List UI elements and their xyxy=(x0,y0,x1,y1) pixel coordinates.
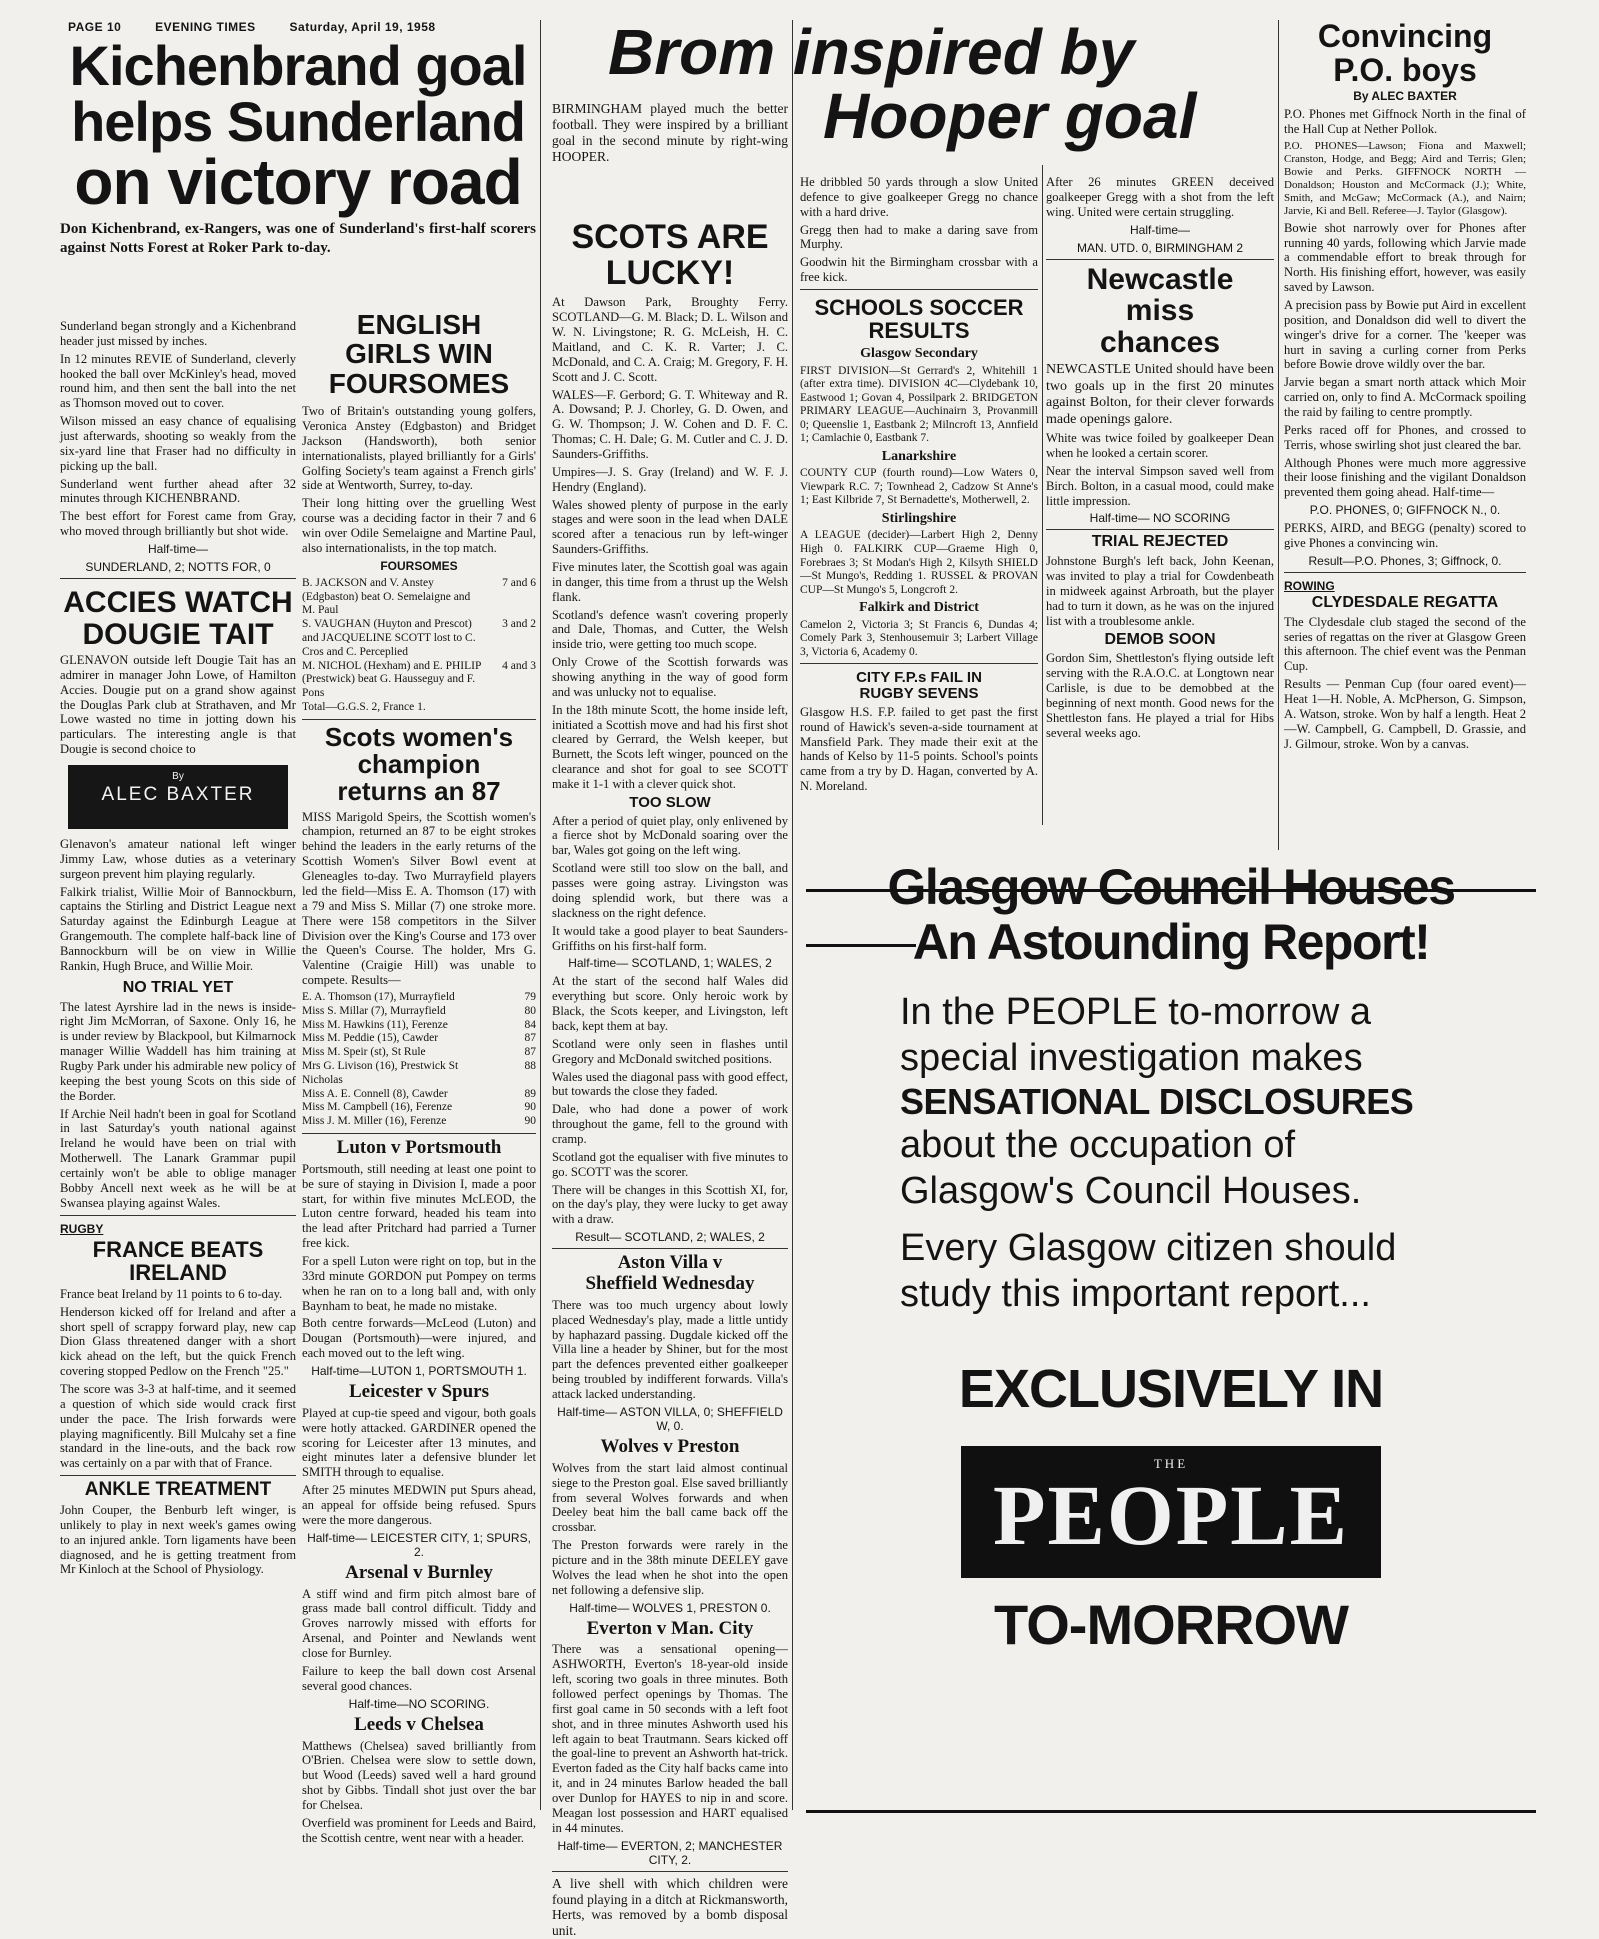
regatta-para: Results — Penman Cup (four oared event)—Heat 1—H. Noble, A. McPherson, G. Simpson, A. Watson, stroke. Won by half a length. Heat 2—W. Campbell, G. Campbell, D. Grassie, and J. Gilmour, stroke. Won by a canvas. xyxy=(1284,677,1526,751)
schools-block-text: COUNTY CUP (fourth round)—Low Waters 0, Viewpark R.C. 7; Townhead 2, Cadzow St Anne's 1; East Kilbride 7, St Bernadette's, Motherwell, 2. xyxy=(800,467,1038,507)
foursome-line xyxy=(302,618,536,659)
folio-date: Saturday, April 19, 1958 xyxy=(289,20,436,34)
leicester-para: Played at cup-tie speed and vigour, both goals were hotly attacked. GARDINER opened the scoring for Leicester after 13 minutes, and eight minutes later a defensive blunder let SMITH through to equalise. xyxy=(302,1405,536,1480)
result-text: Miss M. Campbell (16), Ferenze xyxy=(302,1101,453,1114)
everton-headline: Everton v Man. City xyxy=(586,1617,754,1639)
advert-bold-line: SENSATIONAL DISCLOSURES xyxy=(900,1081,1414,1123)
aston-result: Half-time— ASTON VILLA, 0; SHEFFIELD W, 0. xyxy=(557,1404,783,1433)
foursome-line xyxy=(302,577,536,618)
scots-lucky-para: Only Crowe of the Scottish forwards was showing anything in the way of good form and was unlucky not to equalise. xyxy=(552,655,788,699)
byline-name: ALEC BAXTER xyxy=(101,784,255,806)
city-fp-para: Glasgow H.S. F.P. failed to get past the first round of Hawick's seven-a-side tournament at Mansfield Park. They made their exit at the hands of Kelso by 11-5 points. School's points came from a try by D. Hagan, converted by A. N. Moreland. xyxy=(800,704,1038,794)
po-boys-ht: P.O. PHONES, 0; GIFFNOCK N., 0. xyxy=(1309,503,1501,518)
trial-para: Johnstone Burgh's left back, John Keenan, was invited to play a trial for Cowdenbeath in midweek against Arbroath, but the player had to turn it down, as he was on the injured list with a troublesome ankle. xyxy=(1046,554,1274,628)
schools-headline-2: RESULTS xyxy=(868,318,970,344)
foursome-text: Total—G.G.S. 2, France 1. xyxy=(302,700,426,713)
brom-result: MAN. UTD. 0, BIRMINGHAM 2 xyxy=(1076,240,1243,255)
column-rule xyxy=(1278,20,1279,850)
wolves-para: Wolves from the start laid almost continual siege to the Preston goal. Else saved brilliantly from several Wolves forwards and when Deeley beat him the ball came back off the crossbar. xyxy=(552,1460,788,1535)
scots-women-headline-3: returns an 87 xyxy=(337,776,501,807)
result-text: Miss A. E. Connell (8), Cawder xyxy=(302,1087,448,1100)
scots-lucky-ht: Half-time— SCOTLAND, 1; WALES, 2 xyxy=(568,956,772,971)
accies-para: Falkirk trialist, Willie Moir of Bannockburn, captains the Stirling and District League next Saturday against the Edinburgh League at Grangemouth. The complete half-back line of Bannockburn will be on view in Willie Rankin, Hugh Bruce, and Willie Moir. xyxy=(60,884,296,973)
scots-lucky-para: Scotland were only seen in flashes until Gregory and McDonald switched positions. xyxy=(552,1036,788,1066)
no-trial-para: The latest Ayrshire lad in the news is inside-right Jim McMorran, of Saxone. Only 16, he is under review by Blackpool, but Kilmarnock manager Willie Waddell has him training at Rugby Park under his admirable new policy of keeping the best young Scots on this side of the Border. xyxy=(60,999,296,1103)
result-line xyxy=(302,1032,536,1046)
po-boys-para: P.O. Phones met Giffnock North in the final of the Hall Cup at Nether Pollok. xyxy=(1284,107,1526,137)
result-score: 84 xyxy=(524,1018,536,1031)
foursome-score: 7 and 6 xyxy=(502,576,536,589)
leicester-result: Half-time— LEICESTER CITY, 1; SPURS, 2. xyxy=(307,1530,531,1559)
accies-para: Glenavon's amateur national left winger Jimmy Law, whose duties as a veterinary surgeon prevent him playing regularly. xyxy=(60,837,296,881)
rugby-headline-1: FRANCE BEATS xyxy=(92,1236,264,1262)
brom-para: Gregg then had to make a daring save from Murphy. xyxy=(800,222,1038,252)
result-score: 90 xyxy=(524,1115,536,1128)
wolves-result: Half-time— WOLVES 1, PRESTON 0. xyxy=(569,1600,771,1615)
english-girls-para: Their long hitting over the gruelling West course was a deciding factor in their 7 and 6 win over Odile Semelaigne and Martine Paul, also internationalists, in the top match. xyxy=(302,496,536,555)
divider xyxy=(302,1133,536,1134)
scots-women-headline-2: champion xyxy=(357,749,481,780)
kichenbrand-headline-block xyxy=(60,34,536,310)
result-text: E. A. Thomson (17), Murrayfield xyxy=(302,990,455,1003)
brom-para: Goodwin hit the Birmingham crossbar with a free kick. xyxy=(800,255,1038,285)
city-fp-headline-1: CITY F.P.s FAIL IN xyxy=(856,669,982,687)
brom-para: BIRMINGHAM played much the better football. They were inspired by a brilliant goal in the second minute by right-wing HOOPER. xyxy=(552,101,788,164)
third-column xyxy=(552,218,788,1939)
bottom-rule xyxy=(806,1810,1536,1813)
newcastle-headline-1: Newcastle xyxy=(1086,262,1234,296)
headline-strike xyxy=(806,889,1536,892)
city-fp-headline-2: RUGBY SEVENS xyxy=(859,685,979,703)
kichenbrand-para: In 12 minutes REVIE of Sunderland, cleverly hooked the ball over McKinley's head, moved round him, and then sent the ball into the net as Thomson moved out to cover. xyxy=(60,351,296,411)
shell-para: A live shell with which children were found playing in a ditch at Rickmansworth, Herts, was removed by a bomb disposal unit. xyxy=(552,1875,788,1939)
aston-headline-1: Aston Villa v xyxy=(617,1252,723,1274)
leeds-para: Overfield was prominent for Leeds and Baird, the Scottish centre, went near with a header. xyxy=(302,1815,536,1845)
result-line xyxy=(302,1101,536,1115)
advert-line: study this important report... xyxy=(900,1272,1371,1315)
result-text: Mrs G. Livison (16), Prestwick St Nicholas xyxy=(302,1059,459,1086)
foursome-line xyxy=(302,660,536,701)
trial-headline: TRIAL REJECTED xyxy=(1091,533,1229,551)
po-boys-headline-1: Convincing xyxy=(1317,18,1493,54)
aston-para: There was too much urgency about lowly placed Wednesday's play, made a little untidy by haphazard passing. Dugdale kicked off the Villa line a header by Shiner, but for the most part the defences prevented either goalkeeper being troubled by indifferent forwards. Villa's attack lacked understanding. xyxy=(552,1297,788,1402)
arsenal-para: Failure to keep the ball down cost Arsenal several good chances. xyxy=(302,1663,536,1693)
scots-lucky-para: Five minutes later, the Scottish goal was again in danger, this time from a thrust up the Welsh flank. xyxy=(552,559,788,604)
too-slow-para: It would take a good player to beat Saunders-Griffiths on his first-half form. xyxy=(552,923,788,953)
scots-lucky-para: Wales used the diagonal pass with good effect, but towards the close they faded. xyxy=(552,1069,788,1099)
rugby-para: Henderson kicked off for Ireland and after a short spell of scrappy forward play, new cap Dion Glass threatened danger with a short kick ahead on the left, but the quick French covering stopped Pedlow on the French "25." xyxy=(60,1304,296,1379)
po-boys-para: PERKS, AIRD, and BEGG (penalty) scored to give Phones a convincing win. xyxy=(1284,521,1526,551)
divider xyxy=(552,1248,788,1249)
ankle-para: John Couper, the Benburb left winger, is unlikely to play in next week's games owing to an injured ankle. Torn ligaments have been diagnosed, and he is getting treatment from Mr Kinloch at the School of Physiology. xyxy=(60,1503,296,1577)
foursome-text: B. JACKSON and V. Anstey (Edgbaston) beat O. Semelaigne and M. Paul xyxy=(302,576,471,617)
folio xyxy=(68,20,466,34)
headline-strike xyxy=(806,944,916,947)
schools-block-head: Falkirk and District xyxy=(859,600,979,616)
result-line xyxy=(302,1005,536,1019)
schools-block-head: Stirlingshire xyxy=(881,511,957,527)
scots-lucky-para: Scotland got the equaliser with five minutes to go. SCOTT was the scorer. xyxy=(552,1149,788,1179)
rugby-para: The score was 3-3 at half-time, and it seemed a question of which side would crack first under the pace. The Irish forwards were playing magnificently. Bill Mulcahy set a fine standard in the line-outs, and the back row was certainly on a par with that of France. xyxy=(60,1381,296,1471)
newcastle-para: White was twice foiled by goalkeeper Dean when he looked a certain scorer. xyxy=(1046,431,1274,460)
column-rule xyxy=(1042,165,1043,825)
po-boys-para: P.O. PHONES—Lawson; Fiona and Maxwell; Cranston, Hodge, and Begg; Aird and Terris; Glen; Bowie and Perks. GIFFNOCK NORTH — Donaldson; Houston and McCormack (J.); White, Smith, and McGaw; McCormack (A.), and Nairn; Jarvie, Ki and Bell. Referee—J. Taylor (Glasgow). xyxy=(1284,139,1526,217)
foursome-score: 3 and 2 xyxy=(502,618,536,631)
advert-tomorrow: TO-MORROW xyxy=(994,1592,1348,1656)
folio-paper: EVENING TIMES xyxy=(155,20,256,34)
foursome-score xyxy=(486,701,536,715)
schools-block-text: Camelon 2, Victoria 3; St Francis 6, Dundas 4; Comely Park 3, Stenhousemuir 3; Larbert Village 3, Victoria 6, Academy 0. xyxy=(800,618,1038,658)
schools-block-head: Lanarkshire xyxy=(881,448,957,464)
kichenbrand-para: Sunderland began strongly and a Kichenbrand header just missed by inches. xyxy=(60,319,296,348)
brom-intro xyxy=(552,98,788,218)
kichenbrand-para: Wilson missed an easy chance of equalising just afterwards, shooting so weakly from the six-yard line that Fraser had no difficulty in picking up the ball. xyxy=(60,414,296,473)
rowing-kicker: ROWING xyxy=(1284,578,1335,593)
result-score: 87 xyxy=(524,1032,536,1045)
kichenbrand-headline-3: on victory road xyxy=(74,146,522,218)
result-line xyxy=(302,991,536,1005)
fourth-column xyxy=(800,172,1038,832)
advert-line: In the PEOPLE to-morrow a xyxy=(900,991,1371,1033)
accies-headline-1: ACCIES WATCH xyxy=(63,586,293,620)
rugby-para: France beat Ireland by 11 points to 6 to-day. xyxy=(60,1286,283,1301)
scots-women-headline-1: Scots women's xyxy=(324,721,514,752)
advert-line: Every Glasgow citizen should xyxy=(900,1227,1397,1270)
everton-para: There was a sensational opening—ASHWORTH, Everton's 18-year-old inside left, scoring two goals in three minutes. Both followed perfect openings by Thomas. The first goal came in 50 seconds with a left foot shot, and in three minutes Ashworth used his left again to beat Trautmann. Sears kicked off the goal-line to prevent an Ashworth hat-trick. Everton faded as the City half backs came into it, and in 24 minutes Barlow headed the ball over Dunlop for HAYES to nip in and score. Meagan lost possession and HART equalised in 44 minutes. xyxy=(552,1642,788,1835)
divider xyxy=(60,1215,296,1216)
accies-para: GLENAVON outside left Dougie Tait has an admirer in manager John Lowe, of Hamilton Accies. Dougie put on a grand show against the Douglas Park club at Strathaven, and Mr Lowe wasted no time in jotting down his particulars. The interesting angle is that Dougie is second choice to xyxy=(60,653,296,757)
po-boys-para: A precision pass by Bowie put Aird in excellent position, and Donaldson did well to divert the winger's drive for a corner. The 'keeper was hurt in saving a curling corner from Perks before Bowie drove wildly over the bar. xyxy=(1284,298,1526,372)
po-boys-para: Bowie shot narrowly over for Phones after running 40 yards, following which Jarvie made a commendable effort to break through for North. His finishing effort, however, was easily saved by Lawson. xyxy=(1284,220,1526,295)
divider xyxy=(1046,529,1274,530)
column-rule xyxy=(792,20,793,1810)
left-column xyxy=(60,316,296,1806)
everton-result: Half-time— EVERTON, 2; MANCHESTER CITY, 2. xyxy=(557,1838,783,1867)
result-line xyxy=(302,1088,536,1102)
po-boys-result: Result—P.O. Phones, 3; Giffnock, 0. xyxy=(1308,553,1502,568)
result-text: Miss M. Hawkins (11), Ferenze xyxy=(302,1018,448,1031)
ankle-headline: ANKLE TREATMENT xyxy=(84,1479,272,1501)
brom-para: After 26 minutes GREEN deceived goalkeeper Gregg with a shot from the left wing. United were certain struggling. xyxy=(1046,175,1274,219)
result-line xyxy=(302,1019,536,1033)
schools-block-text: FIRST DIVISION—St Gerrard's 2, Whitehill 1 (after extra time). DIVISION 4C—Clydebank 10, Eastwood 1; Govan 4, Possilpark 2. BRIDGETON PRIMARY LEAGUE—Auchinairn 3, Provanmill 0; Queenslie 1, Eastbank 2; Milncroft 13, Annfield 1; Camlachie 0, Eastbank 7. xyxy=(800,364,1038,445)
divider xyxy=(302,719,536,720)
brom-headline-1: Brom inspired by xyxy=(608,16,1135,88)
luton-headline: Luton v Portsmouth xyxy=(336,1136,502,1158)
leicester-para: After 25 minutes MEDWIN put Spurs ahead, an appeal for offside being refused. Spurs were the more dangerous. xyxy=(302,1483,536,1527)
arsenal-para: A stiff wind and firm pitch almost bare of grass made ball control difficult. Tiddy and Groves narrowly missed with efforts for Arsenal, and Pointer and Newlands went close for Burnley. xyxy=(302,1586,536,1661)
advert-exclusively: EXCLUSIVELY IN xyxy=(958,1358,1384,1419)
leicester-headline: Leicester v Spurs xyxy=(348,1380,490,1402)
newcastle-headline-3: chances xyxy=(1099,325,1221,359)
result-score: 90 xyxy=(524,1101,536,1114)
schools-headline-1: SCHOOLS SOCCER xyxy=(814,295,1024,321)
scots-lucky-headline-1: SCOTS ARE xyxy=(571,218,769,256)
arsenal-headline: Arsenal v Burnley xyxy=(345,1561,493,1583)
scots-lucky-para: Wales showed plenty of purpose in the early stages and were soon in the lead when DALE scored after a tenacious run by left-winger Saunders-Griffiths. xyxy=(552,497,788,557)
advert-line: about the occupation of xyxy=(900,1124,1296,1167)
regatta-para: The Clydesdale club staged the second of the series of regattas on the river at Glasgow Green this afternoon. The chief event was the Penman Cup. xyxy=(1284,614,1526,674)
result-text: Miss M. Peddie (15), Cawder xyxy=(302,1032,439,1045)
result-text: Miss S. Millar (7), Murrayfield xyxy=(302,1004,446,1017)
scots-lucky-para: Scotland's defence wasn't covering properly and Dale, Thomas, and Cutter, the Welsh inside trio, were getting too much scope. xyxy=(552,607,788,652)
luton-result: Half-time—LUTON 1, PORTSMOUTH 1. xyxy=(311,1363,527,1378)
foursome-score: 4 and 3 xyxy=(502,659,536,672)
kichenbrand-para: Sunderland went further ahead after 32 minutes through KICHENBRAND. xyxy=(60,476,296,506)
result-line xyxy=(302,1046,536,1060)
newcastle-result: Half-time— NO SCORING xyxy=(1089,511,1231,526)
po-boys-headline-2: P.O. boys xyxy=(1333,51,1477,88)
schools-block-head: Glasgow Secondary xyxy=(860,346,978,362)
newcastle-para: Near the interval Simpson saved well from Birch. Bolton, in a casual mood, could make little impression. xyxy=(1046,463,1274,508)
wolves-headline: Wolves v Preston xyxy=(600,1435,740,1457)
scots-lucky-para: In the 18th minute Scott, the home inside left, initiated a Scottish move and had his first shot cleared by Gerrard, the Welsh keeper, but Burnett, the Scots left winger, pounced on the clearance and shot for goal to see SCOTT make it 1-1 with a clever quick shot. xyxy=(552,702,788,792)
scots-lucky-para: Umpires—J. S. Gray (Ireland) and W. F. J. Hendry (England). xyxy=(552,464,788,494)
arsenal-result: Half-time—NO SCORING. xyxy=(348,1696,490,1711)
scots-women-para: MISS Marigold Speirs, the Scottish women's champion, returned an 87 to be eight strokes behind the leaders in the early returns of the Scottish Women's Silver Bowl event at Gleneagles to-day. Two Murrayfield players led the field—Miss E. A. Thomson (17) with a 79 and Miss S. Millar (7) one stroke more. There were 158 competitors in the Silver Division over the King's Course and 173 over the Queen's Course. The holder, Mrs G. Valentine (Craigie Hill) was unable to compete. Results— xyxy=(302,809,536,988)
po-boys-para: Jarvie began a smart north attack which Moir carried on, only to find A. McCormack spoiling the raid by failing to centre promptly. xyxy=(1284,375,1526,420)
brom-headline-2: Hooper goal xyxy=(823,80,1197,152)
kichenbrand-headline-2: helps Sunderland xyxy=(71,90,525,153)
no-trial-para: If Archie Neil hadn't been in goal for Scotland in last Saturday's youth national against Ireland he would have been on trial with Motherwell. The Lanark Grammar pupil certainly won't be able to oblige manager Bobby Ancell next week as he will be at Swansea playing against Wales. xyxy=(60,1106,296,1210)
po-boys-para: Perks raced off for Phones, and crossed to Terris, whose swirling shot just cleared the bar. xyxy=(1284,422,1526,452)
rugby-kicker: RUGBY xyxy=(60,1221,104,1236)
newcastle-headline-2: miss xyxy=(1125,294,1195,328)
accies-headline-2: DOUGIE TAIT xyxy=(82,617,274,651)
kichenbrand-para: The best effort for Forest came from Gray, who moved through brilliantly but shot wide. xyxy=(60,509,296,539)
folio-page: PAGE 10 xyxy=(68,20,122,34)
advert-headline-2-text: An Astounding Report! xyxy=(912,914,1430,970)
brom-halftime: Half-time— xyxy=(1129,222,1190,237)
foursomes-head: FOURSOMES xyxy=(380,558,458,573)
divider xyxy=(552,1871,788,1872)
scots-lucky-para: At Dawson Park, Broughty Ferry. SCOTLAND—G. M. Black; D. L. Wilson and W. N. Livingstone; R. G. McLeish, H. C. Maitland, and C. K. R. Varter; J. C. McDonald, and C. A. Craig; M. Gregory, F. H. Scott and J. C. Scott. xyxy=(552,295,788,384)
result-score: 89 xyxy=(524,1087,536,1100)
divider xyxy=(1284,572,1526,573)
divider xyxy=(60,578,296,579)
english-girls-para: Two of Britain's outstanding young golfers, Veronica Anstey (Edgbaston) and Bridget Jackson (Handsworth), both senior internationalists, played brilliantly for a Girls' Golfing Society's team against a French girls' side at Wentworth, Surrey, to-day. xyxy=(302,404,536,493)
luton-para: Portsmouth, still needing at least one point to be sure of staying in Division I, made a poor start, for within five minutes McLEOD, the Luton centre forward, headed his team into the lead after Pritchard had parried a Turner free kick. xyxy=(302,1161,536,1251)
result-text: Miss J. M. Miller (16), Ferenze xyxy=(302,1115,447,1128)
kichenbrand-headline-1: Kichenbrand goal xyxy=(69,34,527,97)
advert-line: Glasgow's Council Houses. xyxy=(900,1169,1362,1212)
divider xyxy=(60,1475,296,1476)
advert-headline-1-text: Glasgow Council Houses xyxy=(887,859,1455,915)
logo-the: THE xyxy=(1153,1455,1189,1471)
scots-lucky-result: Result— SCOTLAND, 2; WALES, 2 xyxy=(575,1230,765,1245)
rugby-headline-2: IRELAND xyxy=(129,1259,227,1285)
result-score: 80 xyxy=(524,1004,536,1017)
english-girls-headline-3: FOURSOMES xyxy=(328,367,510,399)
leeds-para: Matthews (Chelsea) saved brilliantly from O'Brien. Chelsea were slow to settle down, but Wood (Leeds) saved well a hard ground shot by Gibbs. Tindall shot just over the bar for Chelsea. xyxy=(302,1738,536,1812)
too-slow-para: After a period of quiet play, only enlivened by a fierce shot by McDonald soaring over the bar, Wales got going on the left wing. xyxy=(552,813,788,858)
result-line xyxy=(302,1115,536,1129)
foursomes-results xyxy=(302,577,536,715)
scots-lucky-para: Dale, who had done a power of work throughout the game, fell to the ground with cramp. xyxy=(552,1102,788,1146)
scots-lucky-headline-2: LUCKY! xyxy=(605,253,735,292)
brom-para: He dribbled 50 yards through a slow United defence to give goalkeeper Gregg no chance with a hard drive. xyxy=(800,175,1038,219)
foursome-text: M. NICHOL (Hexham) and E. PHILIP (Prestwick) beat G. Hausseguy and F. Pons xyxy=(302,659,481,700)
scots-women-results xyxy=(302,991,536,1129)
scots-lucky-para: At the start of the second half Wales did everything but score. Only heroic work by Black, the Scots keeper, and Livingston, left back, kept them at bay. xyxy=(552,974,788,1033)
scots-lucky-para: WALES—F. Gerbord; G. T. Whiteway and R. A. Dowsand; P. J. Chorley, G. D. Owen, and G. W. Thompson; J. W. Cohen and D. F. C. Thomas; C. H. Dale; G. M. Cutler and C. J. D. Saunders-Griffiths. xyxy=(552,387,788,461)
luton-para: Both centre forwards—McLeod (Luton) and Dougan (Portsmouth)—were injured, and each moved out to the left wing. xyxy=(302,1316,536,1361)
wolves-para: The Preston forwards were rarely in the picture and in the 38th minute DEELEY gave Wolves the lead when he shot into the open net following a defensive slip. xyxy=(552,1538,788,1597)
too-slow-para: Scotland were still too slow on the ball, and passes were going astray. Livingston was doing splendid work, but there was a slackness on the right defence. xyxy=(552,861,788,920)
result-line xyxy=(302,1060,536,1088)
foursome-line xyxy=(302,701,536,715)
fifth-column xyxy=(1046,172,1274,832)
no-trial-headline: NO TRIAL YET xyxy=(122,978,234,996)
byline-by: By xyxy=(172,771,184,783)
aston-headline-2: Sheffield Wednesday xyxy=(585,1273,755,1294)
english-girls-headline-1: ENGLISH xyxy=(356,309,482,340)
second-column xyxy=(302,309,536,1845)
advert-headline-1 xyxy=(806,860,1536,915)
divider xyxy=(1046,259,1274,260)
newcastle-para: NEWCASTLE United should have been two goals up in the first 20 minutes against Bolton, for their clever forwards made openings galore. xyxy=(1046,362,1274,427)
divider xyxy=(800,289,1038,290)
foursome-text: S. VAUGHAN (Huyton and Prescot) and JACQUELINE SCOTT lost to C. Cros and C. Perceplied xyxy=(302,618,476,658)
result-score: 87 xyxy=(524,1046,536,1059)
column-rule xyxy=(540,20,541,1810)
too-slow-headline: TOO SLOW xyxy=(629,793,711,811)
po-boys-byline: By ALEC BAXTER xyxy=(1353,89,1457,104)
result-score: 88 xyxy=(524,1059,536,1072)
advert-headline-2 xyxy=(806,915,1536,970)
alec-baxter-byline xyxy=(68,765,288,829)
people-advert xyxy=(806,860,1536,1798)
regatta-headline: CLYDESDALE REGATTA xyxy=(1311,593,1499,611)
logo-people: PEOPLE xyxy=(992,1466,1350,1563)
schools-block-text: A LEAGUE (decider)—Larbert High 2, Denny High 0. FALKIRK CUP—Graeme High 0, Forebraes 3; St Modan's High 2, Kilsyth SHIELD—St Mungo's, Redding 1. RUSSEL & PROVAN CUP—St Mungo's 5, Longcroft 2. xyxy=(800,529,1038,596)
leeds-headline: Leeds v Chelsea xyxy=(354,1713,484,1735)
kichenbrand-halftime: Half-time— xyxy=(147,542,208,557)
divider xyxy=(800,663,1038,664)
kichenbrand-result: SUNDERLAND, 2; NOTTS FOR, 0 xyxy=(85,560,271,575)
result-text: Miss M. Speir (st), St Rule xyxy=(302,1046,426,1059)
english-girls-headline-2: GIRLS WIN xyxy=(345,338,493,370)
luton-para: For a spell Luton were right on top, but in the 33rd minute GORDON put Pompey on terms when he ran on to a long ball and, with only Baynham to beat, he made no mistake. xyxy=(302,1253,536,1313)
demob-para: Gordon Sim, Shettleston's flying outside left serving with the R.A.O.C. at Longtown near Carlisle, is due to be demobbed at the beginning of next month. Good news for the Shettleston fans. He played a trial for Hibs several weeks ago. xyxy=(1046,651,1274,740)
po-boys-para: Although Phones were much more aggressive their loose finishing and the vigilant Donaldson prevented them going ahead. Half-time— xyxy=(1284,455,1526,500)
the-people-logo xyxy=(961,1446,1381,1578)
sixth-column xyxy=(1284,20,1526,832)
scots-lucky-para: There will be changes in this Scottish XI, for, on the day's play, they were lucky to get away with a draw. xyxy=(552,1182,788,1227)
result-score: 79 xyxy=(524,990,536,1003)
kichenbrand-lead: Don Kichenbrand, ex-Rangers, was one of Sunderland's first-half scorers against Notts Forest at Roker Park to-day. xyxy=(60,221,536,256)
demob-headline: DEMOB SOON xyxy=(1104,630,1216,648)
advert-line: special investigation makes xyxy=(900,1036,1363,1079)
